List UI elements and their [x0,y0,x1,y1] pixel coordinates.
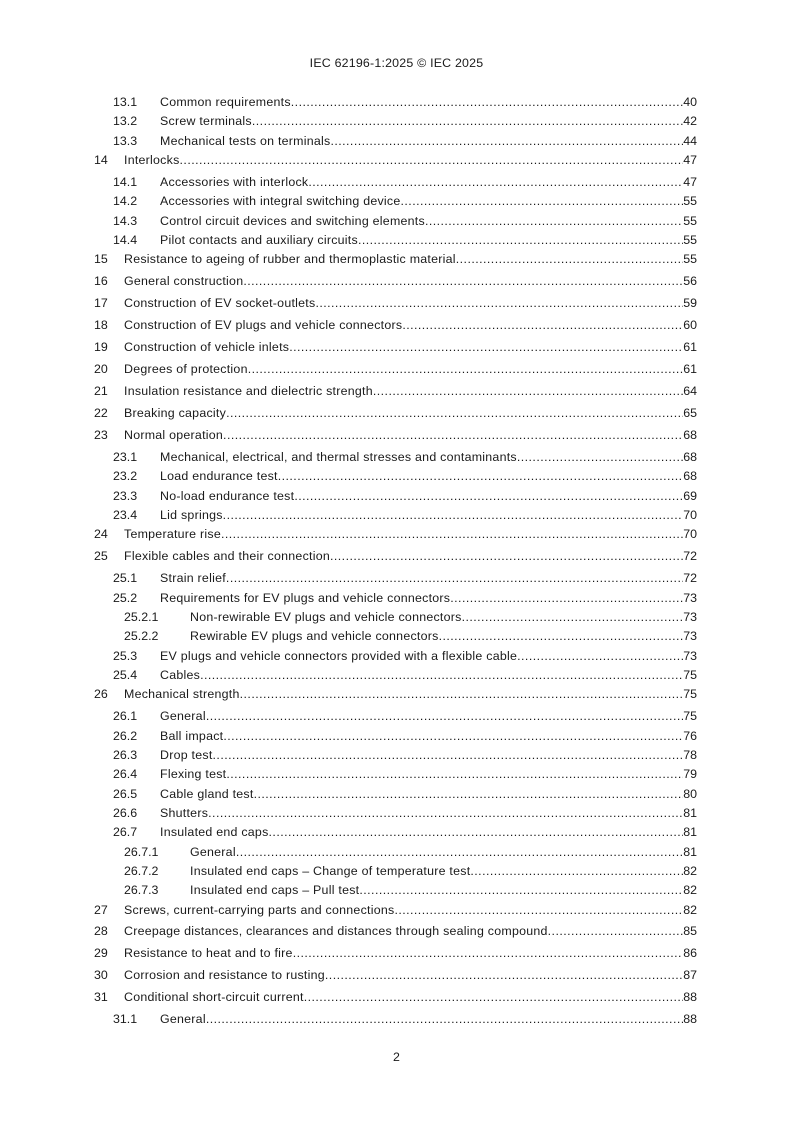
toc-entry-page: 81 [683,845,697,859]
toc-entry[interactable] [0,747,793,763]
toc-dot-leader [206,708,683,724]
toc-entry-line [124,361,697,377]
toc-entry-page: 44 [683,134,697,148]
toc-entry-title: Conditional short-circuit current [124,990,304,1004]
toc-entry-title: Accessories with interlock [160,175,309,189]
toc-dot-leader [330,133,683,149]
toc-entry-line [124,902,697,918]
toc-entry-page: 82 [683,903,697,917]
toc-entry[interactable] [0,590,793,606]
toc-entry[interactable] [0,526,793,542]
toc-entry-number: 14 [94,153,108,167]
toc-entry-title: Mechanical tests on terminals [160,134,331,148]
toc-entry-page: 88 [683,1012,697,1026]
toc-entry-title: Shutters [160,806,209,820]
toc-entry-line [124,427,697,443]
toc-dot-leader [269,824,684,840]
toc-dot-leader [402,317,683,333]
toc-entry-title: Load endurance test [160,469,278,483]
toc-entry-line [160,507,697,523]
toc-entry-page: 73 [683,629,697,643]
toc-entry-page: 80 [683,787,697,801]
toc-dot-leader [221,526,683,542]
toc-entry-page: 88 [683,990,697,1004]
toc-entry-number: 25.2 [113,591,138,605]
toc-entry-title: Corrosion and resistance to rusting [124,968,325,982]
toc-entry-line [160,133,697,149]
toc-entry-page: 55 [683,252,697,266]
toc-entry-page: 85 [683,924,697,938]
toc-entry-number: 26.1 [113,709,138,723]
toc-entry[interactable] [0,339,793,355]
toc-dot-leader [439,628,684,644]
toc-entry[interactable] [0,405,793,421]
toc-entry[interactable] [0,708,793,724]
toc-entry-line [124,273,697,289]
toc-dot-leader [226,405,683,421]
toc-entry-line [190,609,697,625]
toc-entry[interactable] [0,1011,793,1027]
toc-entry-title: Temperature rise [124,527,221,541]
toc-entry-number: 26.3 [113,748,138,762]
toc-entry-number: 31 [94,990,108,1004]
toc-entry-number: 15 [94,252,108,266]
toc-entry-page: 75 [683,709,697,723]
toc-entry[interactable] [0,361,793,377]
toc-entry[interactable] [0,449,793,465]
toc-entry-title: Strain relief [160,571,226,585]
toc-entry[interactable] [0,152,793,168]
toc-entry-number: 26.7.2 [124,864,159,878]
toc-entry[interactable] [0,383,793,399]
toc-entry[interactable] [0,133,793,149]
toc-entry[interactable] [0,273,793,289]
toc-entry-page: 82 [683,883,697,897]
toc-entry-page: 47 [683,175,697,189]
toc-entry[interactable] [0,882,793,898]
toc-dot-leader [236,844,683,860]
toc-entry-title: Construction of vehicle inlets [124,340,290,354]
toc-entry-page: 59 [683,296,697,310]
toc-entry-page: 42 [683,114,697,128]
toc-entry-number: 28 [94,924,108,938]
toc-entry-line [124,152,697,168]
toc-entry-title: Common requirements [160,95,291,109]
toc-entry-number: 14.2 [113,194,138,208]
toc-entry-number: 31.1 [113,1012,138,1026]
toc-entry-number: 26.7.1 [124,845,159,859]
toc-entry[interactable] [0,844,793,860]
toc-entry[interactable] [0,94,793,110]
toc-dot-leader [252,113,683,129]
toc-entry-number: 14.3 [113,214,138,228]
toc-entry[interactable] [0,193,793,209]
toc-entry-number: 23.4 [113,508,138,522]
toc-dot-leader [226,570,683,586]
toc-dot-leader [456,251,683,267]
toc-entry-page: 55 [683,214,697,228]
toc-entry[interactable] [0,686,793,702]
toc-entry-title: Rewirable EV plugs and vehicle connectors [190,629,439,643]
toc-entry-page: 79 [683,767,697,781]
toc-dot-leader [359,882,683,898]
toc-entry[interactable] [0,174,793,190]
toc-entry-page: 70 [683,527,697,541]
toc-entry[interactable] [0,548,793,564]
toc-dot-leader [223,507,684,523]
toc-entry-page: 47 [683,153,697,167]
toc-dot-leader [213,747,684,763]
toc-entry[interactable] [0,863,793,879]
toc-entry-page: 61 [683,340,697,354]
toc-entry-number: 29 [94,946,108,960]
toc-entry-number: 17 [94,296,108,310]
toc-entry-page: 68 [683,450,697,464]
toc-entry-title: Breaking capacity [124,406,227,420]
toc-dot-leader [358,232,683,248]
toc-entry-line [190,863,697,879]
toc-dot-leader [401,193,684,209]
toc-entry[interactable] [0,609,793,625]
toc-dot-leader [243,273,683,289]
toc-entry-page: 61 [683,362,697,376]
toc-entry-line [160,174,697,190]
toc-dot-leader [462,609,684,625]
toc-entry-title: Insulated end caps – Pull test [190,883,360,897]
toc-dot-leader [330,548,683,564]
toc-entry-number: 23.3 [113,489,138,503]
toc-entry[interactable] [0,805,793,821]
toc-entry-number: 25 [94,549,108,563]
toc-entry-title: Construction of EV socket-outlets [124,296,316,310]
toc-entry-page: 78 [683,748,697,762]
toc-entry-page: 86 [683,946,697,960]
toc-entry-line [124,967,697,983]
toc-entry-line [160,1011,697,1027]
toc-entry-line [160,766,697,782]
toc-entry-line [160,488,697,504]
toc-entry-page: 55 [683,194,697,208]
toc-entry-line [160,193,697,209]
toc-entry-title: Control circuit devices and switching elements [160,214,425,228]
toc-entry-line [160,590,697,606]
toc-entry-line [160,213,697,229]
toc-dot-leader [254,786,684,802]
toc-entry-line [124,526,697,542]
toc-entry-line [160,824,697,840]
toc-entry-title: Mechanical, electrical, and thermal stresses and contaminants [160,450,517,464]
toc-entry-line [160,113,697,129]
toc-entry-title: Insulated end caps – Change of temperature test [190,864,471,878]
toc-entry-title: General construction [124,274,244,288]
toc-entry-line [124,317,697,333]
toc-entry-number: 26.6 [113,806,138,820]
toc-entry-line [160,468,697,484]
toc-entry-number: 26.4 [113,767,138,781]
toc-entry-line [124,945,697,961]
toc-entry-number: 26.7 [113,825,138,839]
toc-entry-line [190,628,697,644]
toc-entry-title: Drop test [160,748,213,762]
toc-entry-number: 25.1 [113,571,138,585]
toc-dot-leader [206,1011,683,1027]
toc-entry-title: Resistance to ageing of rubber and thermoplastic material [124,252,456,266]
toc-entry-page: 69 [683,489,697,503]
toc-entry[interactable] [0,766,793,782]
toc-entry-line [124,405,697,421]
toc-entry-number: 13.3 [113,134,138,148]
toc-entry-page: 75 [683,668,697,682]
toc-entry-number: 26.5 [113,787,138,801]
toc-entry-title: Screw terminals [160,114,252,128]
toc-entry-number: 21 [94,384,108,398]
toc-dot-leader [278,468,683,484]
toc-entry-number: 26.7.3 [124,883,159,897]
toc-entry-line [160,708,697,724]
toc-entry-number: 25.2.2 [124,629,159,643]
toc-dot-leader [548,923,684,939]
toc-entry-title: Resistance to heat and to fire [124,946,293,960]
toc-entry-number: 23.1 [113,450,138,464]
toc-entry-line [124,339,697,355]
toc-entry-number: 13.2 [113,114,138,128]
toc-entry[interactable] [0,648,793,664]
toc-entry[interactable] [0,628,793,644]
toc-entry-page: 87 [683,968,697,982]
toc-entry-line [160,232,697,248]
toc-entry-line [124,251,697,267]
toc-entry-number: 24 [94,527,108,541]
toc-entry[interactable] [0,989,793,1005]
toc-entry-number: 25.3 [113,649,138,663]
toc-entry[interactable] [0,923,793,939]
toc-entry-line [160,747,697,763]
toc-entry-line [124,923,697,939]
toc-entry-line [124,383,697,399]
toc-entry-number: 23.2 [113,469,138,483]
toc-entry-title: Requirements for EV plugs and vehicle connectors [160,591,451,605]
toc-dot-leader [325,967,683,983]
toc-dot-leader [394,902,683,918]
toc-entry-title: Cables [160,668,201,682]
toc-entry-title: Insulated end caps [160,825,269,839]
toc-entry-title: Screws, current-carrying parts and connections [124,903,395,917]
toc-entry-page: 73 [683,649,697,663]
toc-entry-page: 82 [683,864,697,878]
toc-entry-page: 76 [683,729,697,743]
toc-entry-title: No-load endurance test [160,489,295,503]
toc-entry-page: 73 [683,591,697,605]
toc-dot-leader [200,667,683,683]
toc-entry-title: Interlocks [124,153,180,167]
toc-entry-title: Degrees of protection [124,362,248,376]
toc-entry-number: 13.1 [113,95,138,109]
toc-entry-title: Mechanical strength [124,687,240,701]
toc-entry[interactable] [0,213,793,229]
toc-entry-line [124,989,697,1005]
toc-entry[interactable] [0,295,793,311]
toc-entry[interactable] [0,507,793,523]
toc-entry[interactable] [0,967,793,983]
toc-entry[interactable] [0,667,793,683]
toc-entry-number: 25.4 [113,668,138,682]
toc-entry-title: EV plugs and vehicle connectors provided with a flexible cable [160,649,518,663]
toc-entry-line [190,882,697,898]
toc-entry-number: 14.4 [113,233,138,247]
toc-entry-number: 22 [94,406,108,420]
toc-entry-line [124,295,697,311]
toc-dot-leader [208,805,683,821]
toc-entry-page: 56 [683,274,697,288]
toc-entry-title: Construction of EV plugs and vehicle connectors [124,318,403,332]
page-number: 2 [393,1050,400,1064]
toc-dot-leader [291,94,683,110]
toc-entry-line [160,94,697,110]
toc-dot-leader [223,728,683,744]
toc-entry-line [160,728,697,744]
toc-entry-line [160,648,697,664]
toc-entry-number: 20 [94,362,108,376]
toc-dot-leader [450,590,683,606]
toc-entry-page: 81 [683,806,697,820]
toc-entry-line [190,844,697,860]
toc-dot-leader [223,427,683,443]
toc-entry[interactable] [0,824,793,840]
toc-dot-leader [180,152,684,168]
toc-entry-title: Lid springs [160,508,223,522]
toc-entry[interactable] [0,786,793,802]
toc-entry-title: Accessories with integral switching device [160,194,401,208]
toc-entry-page: 81 [683,825,697,839]
toc-entry[interactable] [0,427,793,443]
toc-entry-title: General [190,845,236,859]
toc-entry-page: 68 [683,428,697,442]
toc-entry-number: 18 [94,318,108,332]
toc-entry-title: General [160,1012,206,1026]
toc-entry-title: Creepage distances, clearances and distances through sealing compound [124,924,548,938]
toc-entry[interactable] [0,728,793,744]
toc-entry-line [160,786,697,802]
toc-dot-leader [308,174,683,190]
toc-entry-page: 40 [683,95,697,109]
toc-entry-page: 73 [683,610,697,624]
toc-dot-leader [517,648,683,664]
toc-entry-title: Ball impact [160,729,224,743]
toc-entry[interactable] [0,902,793,918]
toc-entry[interactable] [0,113,793,129]
toc-entry-page: 72 [683,549,697,563]
toc-entry-title: Non-rewirable EV plugs and vehicle connectors [190,610,462,624]
toc-entry-title: Flexible cables and their connection [124,549,330,563]
toc-entry-line [160,667,697,683]
toc-entry-number: 19 [94,340,108,354]
toc-dot-leader [226,766,683,782]
toc-entry-line [160,449,697,465]
page-header: IEC 62196-1:2025 © IEC 2025 [309,56,484,70]
toc-dot-leader [425,213,683,229]
toc-entry-page: 55 [683,233,697,247]
toc-entry-page: 72 [683,571,697,585]
toc-dot-leader [373,383,683,399]
toc-dot-leader [293,945,684,961]
toc-entry-number: 25.2.1 [124,610,159,624]
toc-entry-line [160,570,697,586]
toc-dot-leader [289,339,683,355]
toc-entry-number: 26.2 [113,729,138,743]
toc-entry-number: 27 [94,903,108,917]
toc-entry-title: Flexing test [160,767,227,781]
toc-entry[interactable] [0,945,793,961]
toc-dot-leader [294,488,683,504]
toc-entry-title: General [160,709,206,723]
toc-entry-title: Normal operation [124,428,224,442]
toc-entry-page: 65 [683,406,697,420]
toc-entry-number: 23 [94,428,108,442]
toc-entry-page: 75 [683,687,697,701]
toc-dot-leader [304,989,683,1005]
toc-entry-title: Pilot contacts and auxiliary circuits [160,233,358,247]
toc-entry-number: 14.1 [113,175,138,189]
toc-entry[interactable] [0,468,793,484]
toc-entry[interactable] [0,317,793,333]
toc-entry-page: 60 [683,318,697,332]
toc-entry-page: 68 [683,469,697,483]
toc-entry[interactable] [0,570,793,586]
toc-entry[interactable] [0,251,793,267]
toc-entry-number: 26 [94,687,108,701]
toc-entry-line [160,805,697,821]
toc-dot-leader [248,361,683,377]
toc-entry-number: 16 [94,274,108,288]
toc-entry-page: 70 [683,508,697,522]
toc-entry-line [124,548,697,564]
toc-entry-number: 30 [94,968,108,982]
toc-entry-title: Cable gland test [160,787,254,801]
toc-dot-leader [517,449,683,465]
toc-entry[interactable] [0,232,793,248]
toc-entry-title: Insulation resistance and dielectric strength [124,384,373,398]
toc-entry-line [124,686,697,702]
toc-dot-leader [470,863,683,879]
toc-dot-leader [240,686,684,702]
toc-entry-page: 64 [683,384,697,398]
toc-dot-leader [315,295,683,311]
toc-entry[interactable] [0,488,793,504]
